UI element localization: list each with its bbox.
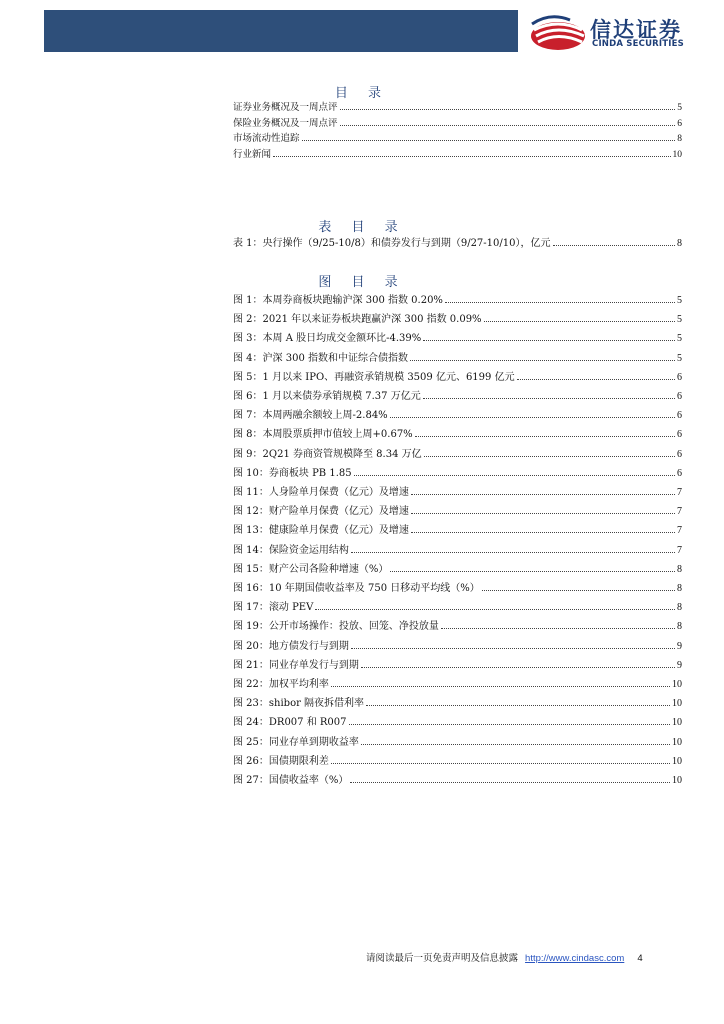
figure-toc-entry-label: 图 2：2021 年以来证券板块跑赢沪深 300 指数 0.09%: [233, 314, 482, 326]
figure-toc-entry[interactable]: [233, 482, 682, 498]
dot-leader: [351, 551, 675, 553]
dot-leader: [445, 301, 675, 303]
figure-toc-entry[interactable]: [233, 636, 682, 652]
footer-website-link[interactable]: http://www.cindasc.com: [525, 953, 625, 964]
logo-chinese-name: 信达证券: [590, 18, 682, 42]
table-toc-entry[interactable]: [233, 233, 682, 249]
dot-leader: [482, 589, 675, 591]
cinda-logo-icon: [530, 14, 588, 54]
figure-toc-entry-page: 8: [677, 621, 682, 633]
figure-toc-entry-page: 7: [677, 525, 682, 537]
figure-toc-entry[interactable]: [233, 540, 682, 556]
table-toc-entry-label: 表 1：央行操作（9/25-10/8）和债券发行与到期（9/27-10/10），亿元: [233, 238, 551, 249]
figure-toc-entry-label: 图 9：2Q21 券商资管规模降至 8.34 万亿: [233, 448, 422, 460]
figure-toc-entry[interactable]: [233, 367, 682, 383]
figure-toc-entry-page: 6: [677, 429, 682, 441]
figure-toc-entry-label: 图 23：shibor 隔夜拆借利率: [233, 698, 365, 710]
toc-entry[interactable]: [233, 115, 682, 129]
figure-toc-entry[interactable]: [233, 520, 682, 536]
footer-page-number: 4: [637, 953, 643, 964]
toc-title: 目 录: [334, 86, 390, 101]
dot-leader: [411, 512, 675, 514]
dot-leader: [361, 743, 670, 745]
figure-toc-entry-label: 图 16：10 年期国债收益率及 750 日移动平均线（%）: [233, 583, 480, 594]
figure-toc-entry-page: 8: [677, 563, 682, 575]
figure-toc-title: 图 目 录: [318, 275, 406, 290]
dot-leader: [331, 762, 670, 764]
figure-toc-entry[interactable]: [233, 674, 682, 690]
dot-leader: [410, 359, 675, 361]
figure-toc-entry[interactable]: [233, 712, 682, 728]
figure-toc-entry-label: 图 4：沪深 300 指数和中证综合债指数: [233, 352, 408, 364]
dot-leader: [273, 155, 670, 157]
logo-english-name: CINDA SECURITIES: [592, 39, 684, 49]
figure-toc-entry-label: 图 15：财产公司各险种增速（%）: [233, 563, 389, 575]
figure-toc-entry[interactable]: [233, 444, 682, 460]
toc-entry-page: 5: [677, 103, 682, 113]
figure-toc-entry-page: 10: [672, 755, 682, 767]
figure-toc-entry-page: 9: [677, 640, 682, 652]
dot-leader: [361, 666, 675, 668]
dot-leader: [390, 570, 675, 572]
figure-toc-entry-label: 图 1：本周券商板块跑输沪深 300 指数 0.20%: [233, 295, 443, 306]
figure-toc-entry-label: 图 22：加权平均利率: [233, 679, 329, 690]
figure-toc-entry-label: 图 27：国债收益率（%）: [233, 775, 349, 786]
dot-leader: [302, 139, 676, 141]
toc-entry[interactable]: [233, 146, 682, 160]
figure-toc-entry-page: 6: [677, 410, 682, 422]
figure-toc-entry-page: 10: [672, 717, 682, 729]
toc-entry[interactable]: [233, 99, 682, 113]
figure-toc-entry-label: 图 12：财产险单月保费（亿元）及增速: [233, 506, 409, 518]
toc-entry-page: 8: [677, 134, 682, 144]
figure-toc-entry-page: 8: [677, 583, 682, 594]
figure-toc-entry-page: 6: [677, 467, 682, 479]
figure-toc-entry-page: 10: [672, 698, 682, 710]
dot-leader: [340, 124, 676, 126]
figure-toc-entry-page: 10: [672, 775, 682, 786]
figure-toc-entry[interactable]: [233, 463, 682, 479]
figure-toc-entry-label: 图 8：本周股票质押市值较上周+0.67%: [233, 429, 413, 441]
figure-toc-entry[interactable]: [233, 693, 682, 709]
figure-toc-entry-label: 图 14：保险资金运用结构: [233, 544, 349, 556]
figure-toc-entry-label: 图 10：券商板块 PB 1.85: [233, 467, 352, 479]
dot-leader: [423, 397, 675, 399]
figure-toc-entry-page: 6: [677, 448, 682, 460]
figure-toc-entry-page: 10: [672, 679, 682, 690]
figure-toc-entry-label: 图 26：国债期限利差: [233, 755, 329, 767]
dot-leader: [390, 416, 675, 418]
figure-toc-entry-page: 5: [677, 352, 682, 364]
figure-toc-entry-label: 图 21：同业存单发行与到期: [233, 659, 359, 671]
figure-toc-entry-label: 图 7：本周两融余额较上周-2.84%: [233, 410, 388, 422]
figure-toc-entry[interactable]: [233, 424, 682, 440]
toc-entry-label: 市场流动性追踪: [233, 133, 300, 144]
dot-leader: [424, 455, 675, 457]
table-toc-title: 表 目 录: [318, 220, 406, 235]
dot-leader: [415, 435, 675, 437]
figure-toc-entry[interactable]: [233, 597, 682, 613]
figure-toc-entry-label: 图 17：滚动 PEV: [233, 602, 314, 614]
toc-entry[interactable]: [233, 130, 682, 144]
figure-toc-entry[interactable]: [233, 405, 682, 421]
figure-toc-entry-page: 5: [677, 333, 682, 345]
figure-toc-entry-label: 图 6：1 月以来债券承销规模 7.37 万亿元: [233, 391, 421, 402]
figure-toc-entry[interactable]: [233, 309, 682, 325]
figure-toc-entry-page: 6: [677, 391, 682, 402]
figure-toc-entry[interactable]: [233, 770, 682, 786]
page-footer: [366, 950, 643, 964]
toc-entry-label: 保险业务概况及一周点评: [233, 117, 338, 129]
figure-toc-entry-label: 图 25：同业存单到期收益率: [233, 736, 359, 748]
footer-disclaimer: 请阅读最后一页免责声明及信息披露: [366, 953, 519, 964]
dot-leader: [411, 531, 675, 533]
figure-toc-entry-page: 9: [677, 659, 682, 671]
dot-leader: [350, 781, 670, 783]
toc-entry-page: 6: [677, 118, 682, 129]
dot-leader: [411, 493, 675, 495]
figure-toc-entry[interactable]: [233, 290, 682, 306]
figure-toc-entry-page: 5: [677, 295, 682, 306]
toc-entry-label: 证券业务概况及一周点评: [233, 102, 338, 113]
figure-toc-entry[interactable]: [233, 386, 682, 402]
figure-toc-entry-label: 图 3：本周 A 股日均成交金额环比-4.39%: [233, 333, 422, 345]
header-bar: [44, 10, 518, 52]
figure-toc-entry-label: 图 24：DR007 和 R007: [233, 717, 347, 729]
figure-toc-entry-label: 图 19：公开市场操作：投放、回笼、净投放量: [233, 621, 439, 633]
figure-toc-entry-page: 6: [677, 371, 682, 383]
figure-toc-entry-page: 7: [677, 506, 682, 518]
figure-toc-entry-label: 图 13：健康险单月保费（亿元）及增速: [233, 525, 409, 537]
table-toc-entry-page: 8: [677, 238, 682, 249]
figure-toc-entry[interactable]: [233, 655, 682, 671]
figure-toc-entry-page: 8: [677, 602, 682, 614]
dot-leader: [340, 108, 676, 110]
figure-toc-entry[interactable]: [233, 501, 682, 517]
figure-toc-entry-label: 图 5：1 月以来 IPO、再融资承销规模 3509 亿元、6199 亿元: [233, 371, 515, 383]
figure-toc-entry[interactable]: [233, 328, 682, 344]
figure-toc-entry[interactable]: [233, 578, 682, 594]
figure-toc-entry-page: 7: [677, 544, 682, 556]
dot-leader: [423, 339, 675, 341]
dot-leader: [331, 685, 670, 687]
figure-toc-entry-label: 图 11：人身险单月保费（亿元）及增速: [233, 487, 409, 498]
dot-leader: [441, 627, 675, 629]
dot-leader: [366, 704, 670, 706]
toc-entry-label: 行业新闻: [233, 148, 272, 160]
dot-leader: [349, 723, 670, 725]
dot-leader: [484, 320, 675, 322]
figure-toc-entry[interactable]: [233, 616, 682, 632]
dot-leader: [553, 244, 676, 246]
figure-toc-entry[interactable]: [233, 732, 682, 748]
figure-toc-entry-page: 10: [672, 736, 682, 748]
dot-leader: [351, 647, 675, 649]
figure-toc-entry[interactable]: [233, 348, 682, 364]
cinda-logo: [530, 14, 700, 54]
figure-toc-entry-page: 7: [677, 487, 682, 498]
figure-toc-entry[interactable]: [233, 559, 682, 575]
figure-toc-entry[interactable]: [233, 751, 682, 767]
dot-leader: [315, 608, 675, 610]
figure-toc-entry-page: 5: [677, 314, 682, 326]
toc-entry-page: 10: [672, 149, 682, 160]
dot-leader: [517, 378, 675, 380]
figure-toc-entry-label: 图 20：地方债发行与到期: [233, 640, 349, 652]
dot-leader: [354, 474, 675, 476]
